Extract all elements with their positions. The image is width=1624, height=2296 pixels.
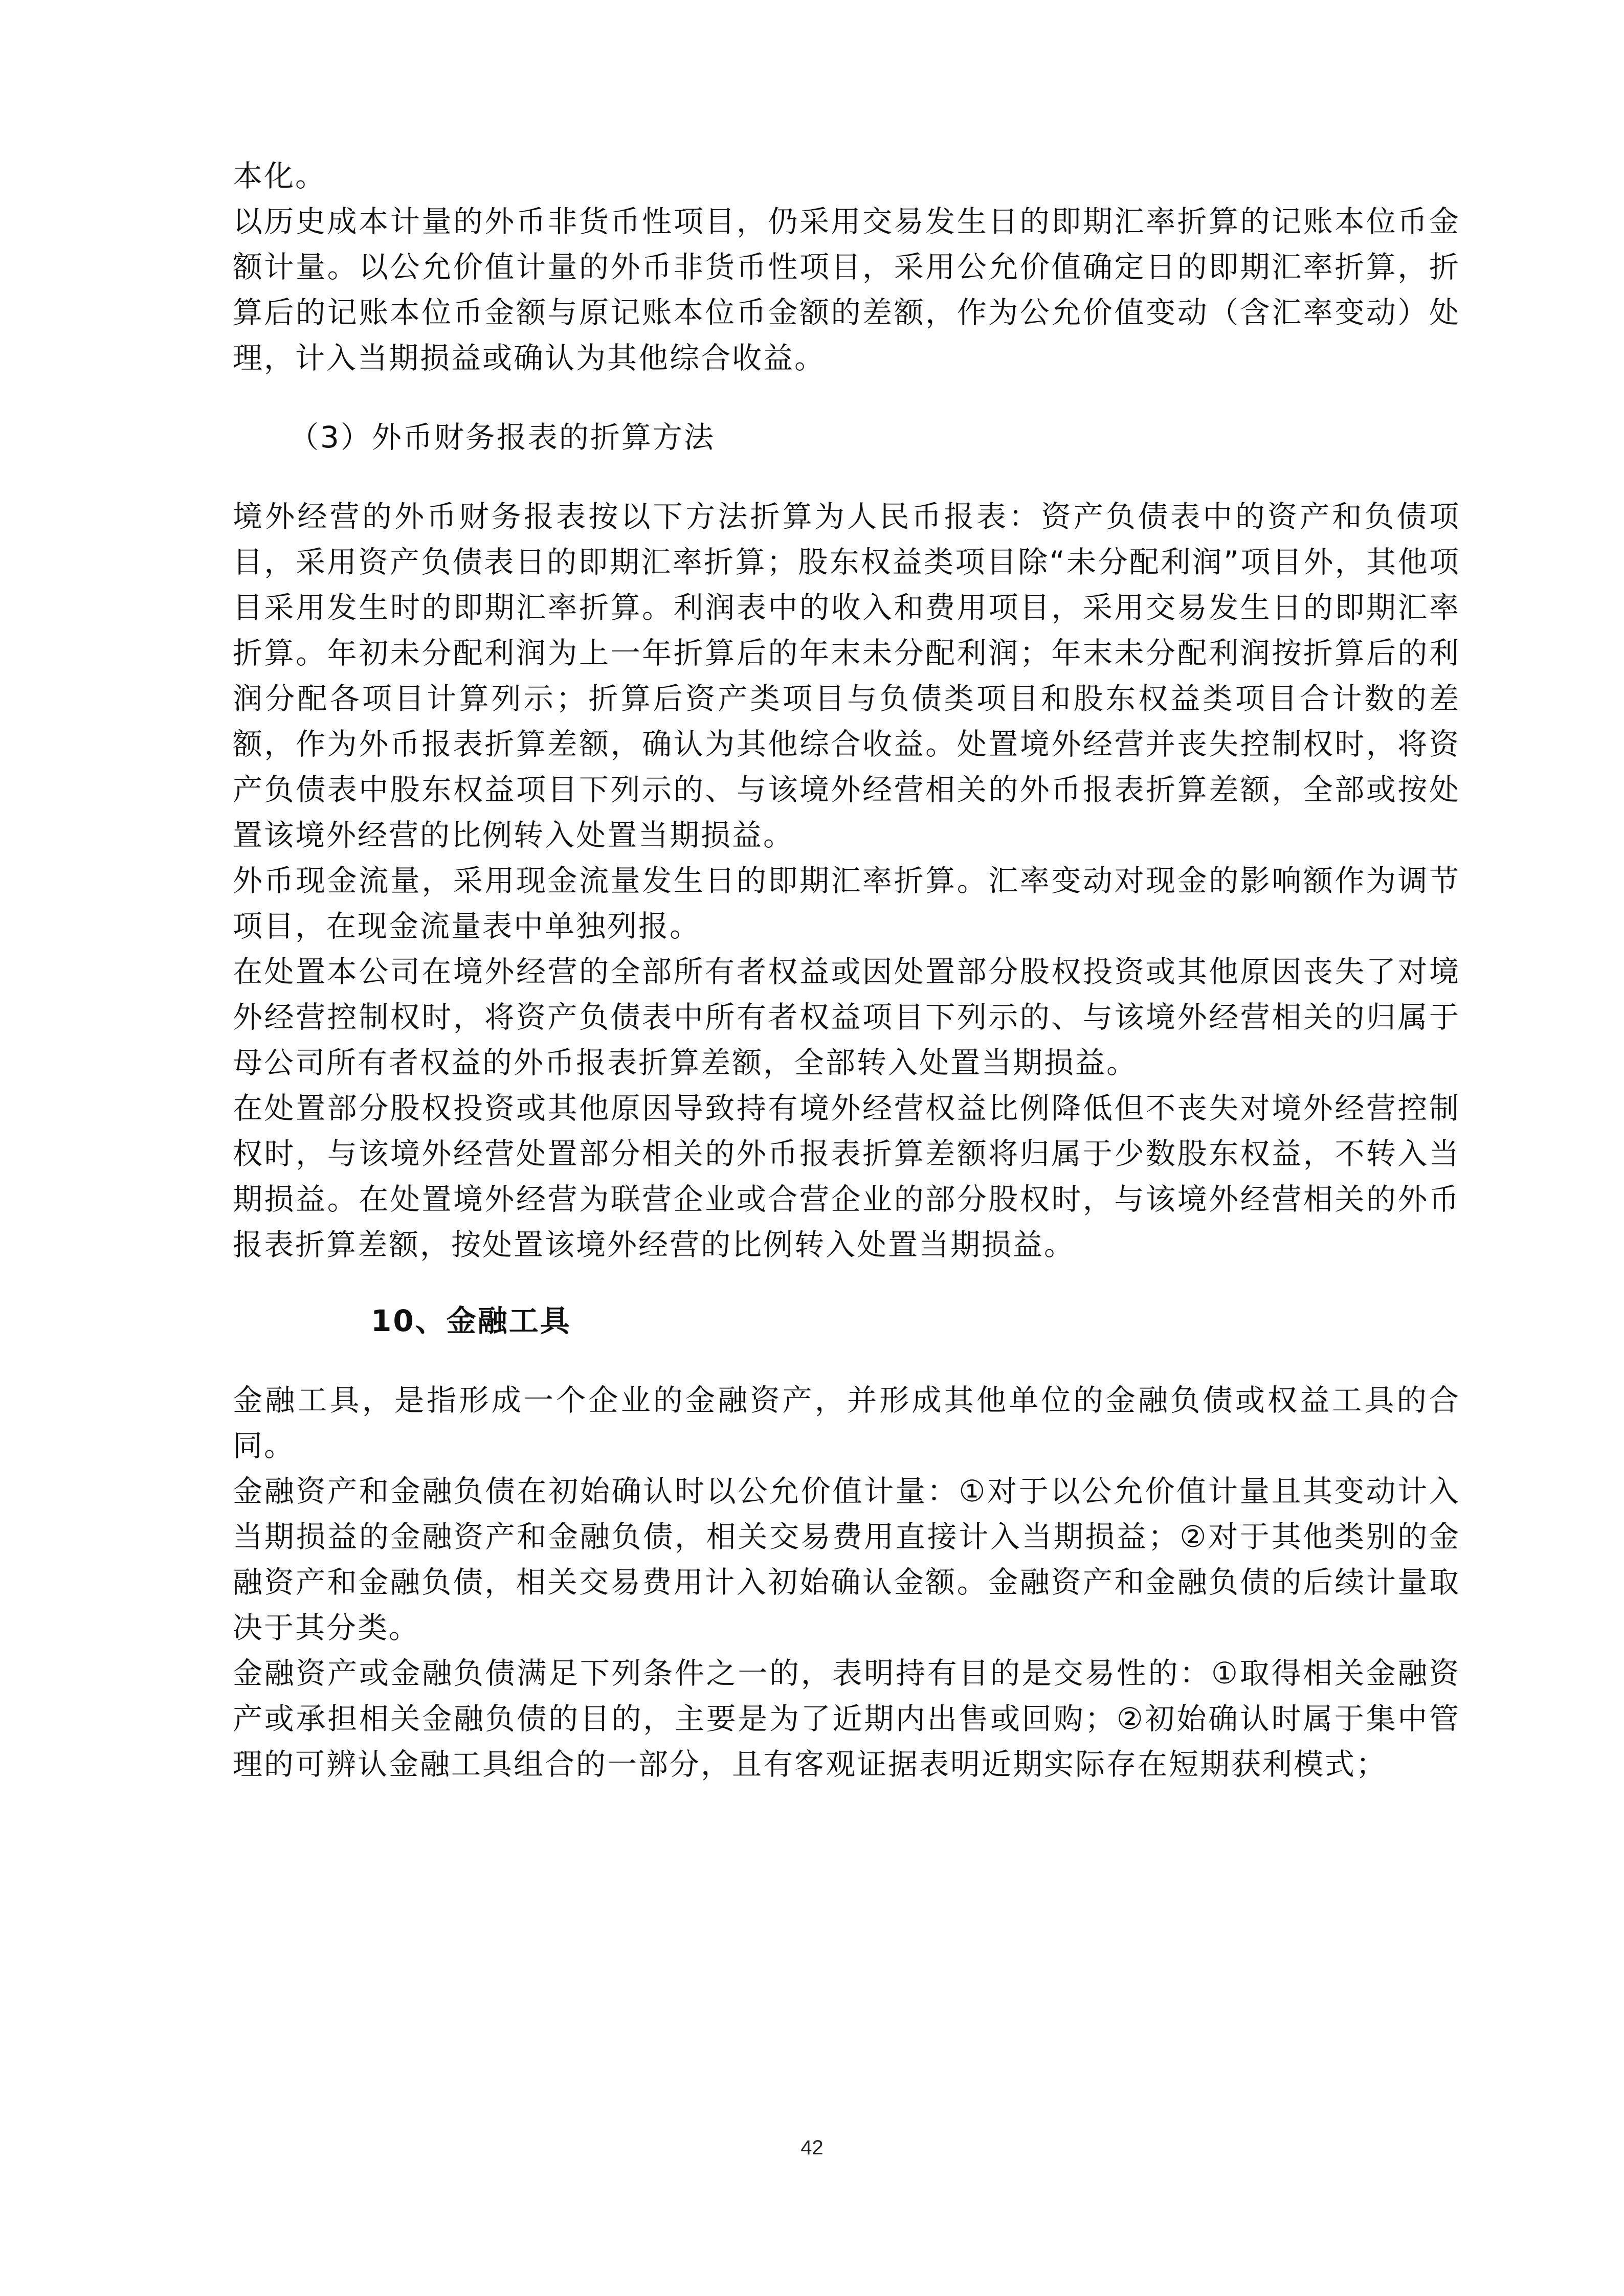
paragraph-continuation: 本化。 — [233, 159, 327, 193]
paragraph-initial-measurement: 金融资产和金融负债在初始确认时以公允价值计量：①对于以公允价值计量且其变动计入当期损益的金融资产和金融负债，相关交易费用直接计入当期损益；②对于其他类别的金融资产和金融负债，相关交易费用计入初始确认金额。金融资产和金融负债的后续计量取决于其分类。 — [233, 1474, 1460, 1645]
paragraph-cash-flow: 外币现金流量，采用现金流量发生日的即期汇率折算。汇率变动对现金的影响额作为调节项目，在现金流量表中单独列报。 — [233, 863, 1460, 943]
paragraph-definition: 金融工具，是指形成一个企业的金融资产，并形成其他单位的金融负债或权益工具的合同。 — [233, 1383, 1460, 1463]
paragraph-disposal-partial: 在处置部分股权投资或其他原因导致持有境外经营权益比例降低但不丧失对境外经营控制权时，与该境外经营处置部分相关的外币报表折算差额将归属于少数股东权益，不转入当期损益。在处置境外经营为联营企业或合营企业的部分股权时，与该境外经营相关的外币报表折算差额，按处置该境外经营的比例转入处置当期损益。 — [233, 1091, 1460, 1262]
paragraph-trading-purpose: 金融资产或金融负债满足下列条件之一的，表明持有目的是交易性的：①取得相关金融资产或承担相关金融负债的目的，主要是为了近期内出售或回购；②初始确认时属于集中管理的可辨认金融工具组合的一部分，且有客观证据表明近期实际存在短期获利模式； — [233, 1656, 1460, 1782]
section-heading-financial-instruments: 10、金融工具 — [371, 1303, 571, 1338]
page-body — [233, 153, 1460, 1787]
paragraph-translation-method: 境外经营的外币财务报表按以下方法折算为人民币报表：资产负债表中的资产和负债项目，采用资产负债表日的即期汇率折算；股东权益类项目除“未分配利润”项目外，其他项目采用发生时的即期汇率折算。利润表中的收入和费用项目，采用交易发生日的即期汇率折算。年初未分配利润为上一年折算后的年末未分配利润；年末未分配利润按折算后的利润分配各项目计算列示；折算后资产类项目与负债类项目和股东权益类项目合计数的差额，作为外币报表折算差额，确认为其他综合收益。处置境外经营并丧失控制权时，将资产负债表中股东权益项目下列示的、与该境外经营相关的外币报表折算差额，全部或按处置该境外经营的比例转入处置当期损益。 — [233, 499, 1460, 852]
paragraph-non-monetary-items: 以历史成本计量的外币非货币性项目，仍采用交易发生日的即期汇率折算的记账本位币金额计量。以公允价值计量的外币非货币性项目，采用公允价值确定日的即期汇率折算，折算后的记账本位币金额与原记账本位币金额的差额，作为公允价值变动（含汇率变动）处理，计入当期损益或确认为其他综合收益。 — [233, 204, 1460, 375]
subheading-statement-translation: （3）外币财务报表的折算方法 — [289, 420, 715, 455]
page-number: 42 — [800, 2136, 824, 2159]
paragraph-disposal-full: 在处置本公司在境外经营的全部所有者权益或因处置部分股权投资或其他原因丧失了对境外经营控制权时，将资产负债表中所有者权益项目下列示的、与该境外经营相关的归属于母公司所有者权益的外币报表折算差额，全部转入处置当期损益。 — [233, 954, 1460, 1080]
